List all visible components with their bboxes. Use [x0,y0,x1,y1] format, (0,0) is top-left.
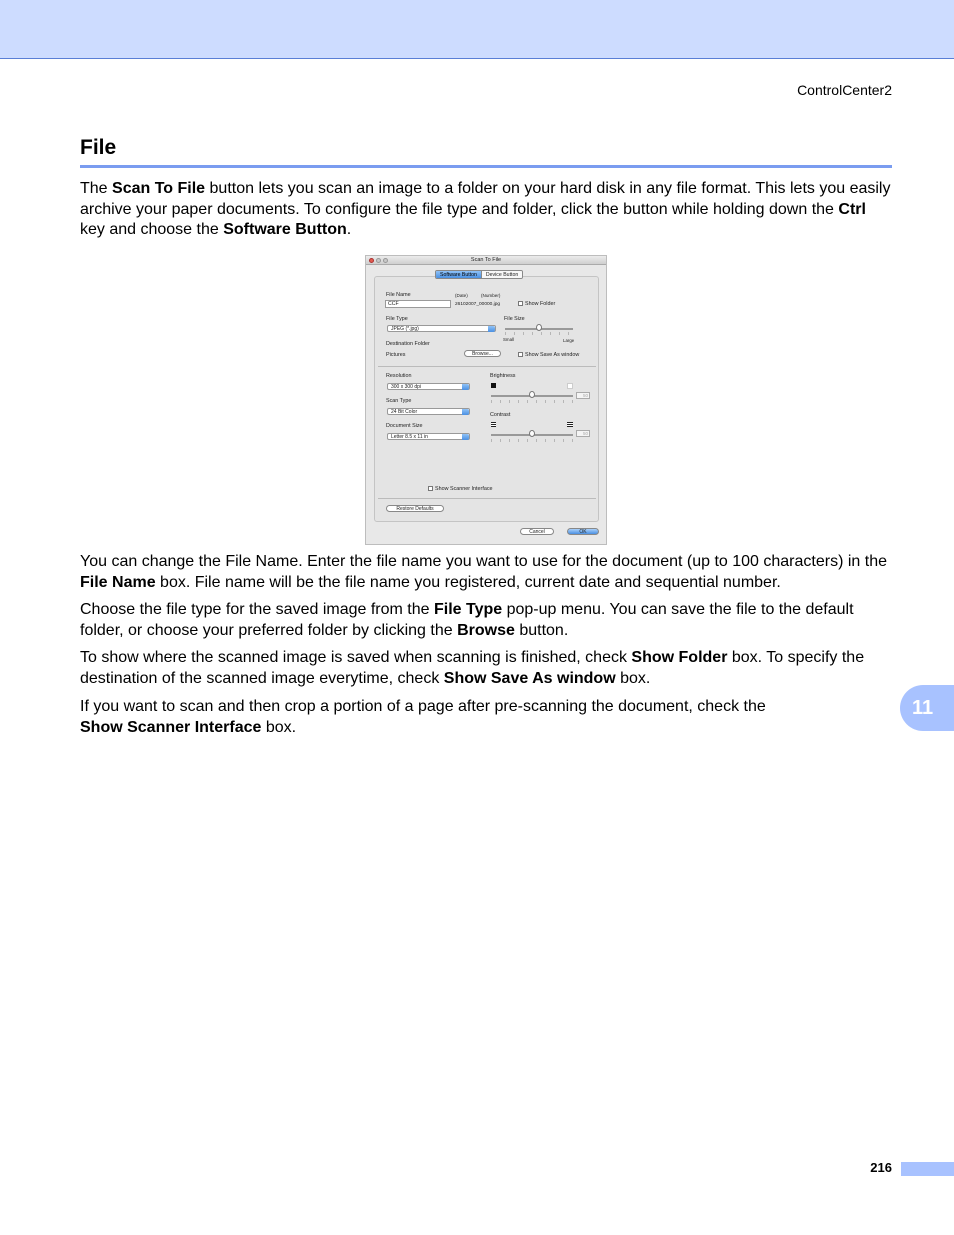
number-label: (Number) [481,293,501,298]
file-type-popup[interactable] [387,325,496,332]
zoom-icon[interactable] [383,258,388,263]
close-icon[interactable] [369,258,374,263]
resolution-label: Resolution [386,373,412,379]
brightness-value[interactable]: 50 [576,392,590,399]
small-label: Small [503,337,514,342]
section-title: File [80,136,117,159]
page-number: 216 [870,1160,892,1175]
date-label: (Date) [455,293,468,298]
scan-to-file-dialog [365,255,607,545]
low-contrast-icon [491,422,496,427]
document-size-value: Letter 8.5 x 11 in [391,434,428,440]
large-label: Large [563,338,575,343]
browse-button[interactable]: Browse... [464,350,501,357]
high-contrast-icon [567,422,573,427]
popup-arrow-icon [462,409,469,415]
popup-arrow-icon [488,326,495,332]
running-head: ControlCenter2 [797,82,892,98]
minimize-icon[interactable] [376,258,381,263]
paragraph-file-name: You can change the File Name. Enter the file name you want to use for the document (up to 100 characters) in the File Name box. File name will be the file name you registered, current date and sequential number. [80,553,887,591]
destination-value: Pictures [386,352,406,358]
show-scanner-interface-option[interactable] [428,486,493,492]
header-band [0,0,954,59]
divider [378,366,596,367]
show-scanner-interface-label: Show Scanner Interface [435,486,493,492]
file-type-label: File Type [386,316,408,322]
resolution-popup[interactable] [387,383,470,390]
ok-button[interactable]: OK [567,528,599,535]
paragraph-intro: The Scan To File button lets you scan an image to a folder on your hard disk in any file format. This lets you easily archive your paper documents. To configure the file type and folder, click the button while holding down the Ctrl key and choose the Software Button. [80,180,891,238]
scan-type-label: Scan Type [386,398,412,404]
light-square-icon [567,383,573,389]
page-number-bar [901,1162,954,1176]
tab-software-button[interactable]: Software Button [436,271,482,278]
brightness-knob[interactable] [529,391,535,398]
document-size-popup[interactable] [387,433,470,440]
title-rule [80,165,892,168]
contrast-ticks [491,439,573,442]
show-folder-checkbox[interactable] [518,301,523,306]
dialog-titlebar [366,256,606,265]
document-size-label: Document Size [386,423,423,429]
contrast-value[interactable]: 50 [576,430,590,437]
file-size-knob[interactable] [536,324,542,331]
popup-arrow-icon [462,384,469,390]
file-name-field[interactable]: CCF [385,300,451,308]
tab-device-button[interactable]: Device Button [482,271,522,278]
file-name-suffix: 26102007_00000.jpg [455,302,501,307]
dark-square-icon [491,383,496,388]
show-save-as-option[interactable] [518,352,579,358]
popup-arrow-icon [462,434,469,440]
scan-type-value: 24 Bit Color [391,409,418,415]
paragraph-scanner-interface: If you want to scan and then crop a portion of a page after pre-scanning the document, check the Show Scanner Interface box. [80,698,766,736]
cancel-button[interactable]: Cancel [520,528,554,535]
destination-label: Destination Folder [386,341,430,347]
scan-type-popup[interactable] [387,408,470,415]
restore-defaults-button[interactable]: Restore Defaults [386,505,444,512]
show-folder-option[interactable] [518,301,555,307]
show-folder-label: Show Folder [525,301,556,307]
brightness-label: Brightness [490,373,516,379]
resolution-value: 300 x 300 dpi [391,384,422,390]
divider [378,498,596,499]
tab-bar [435,270,523,279]
show-save-as-label: Show Save As window [525,352,580,358]
paragraph-show-folder: To show where the scanned image is saved when scanning is finished, check Show Folder box. To specify the destination of the scanned image everytime, check Show Save As window box. [80,649,865,687]
file-size-ticks [505,332,573,335]
show-save-as-checkbox[interactable] [518,352,523,357]
file-type-value: JPEG (*.jpg) [391,326,419,332]
contrast-knob[interactable] [529,430,535,437]
dialog-title: Scan To File [470,257,502,263]
show-scanner-interface-checkbox[interactable] [428,486,433,491]
file-name-label: File Name [386,292,411,298]
chapter-tab: 11 [900,685,954,731]
file-size-label: File Size [504,316,525,322]
brightness-ticks [491,400,573,403]
contrast-label: Contrast [490,412,511,418]
paragraph-file-type: Choose the file type for the saved image from the File Type pop-up menu. You can save the file to the default folder, or choose your preferred folder by clicking the Browse button. [80,601,854,639]
